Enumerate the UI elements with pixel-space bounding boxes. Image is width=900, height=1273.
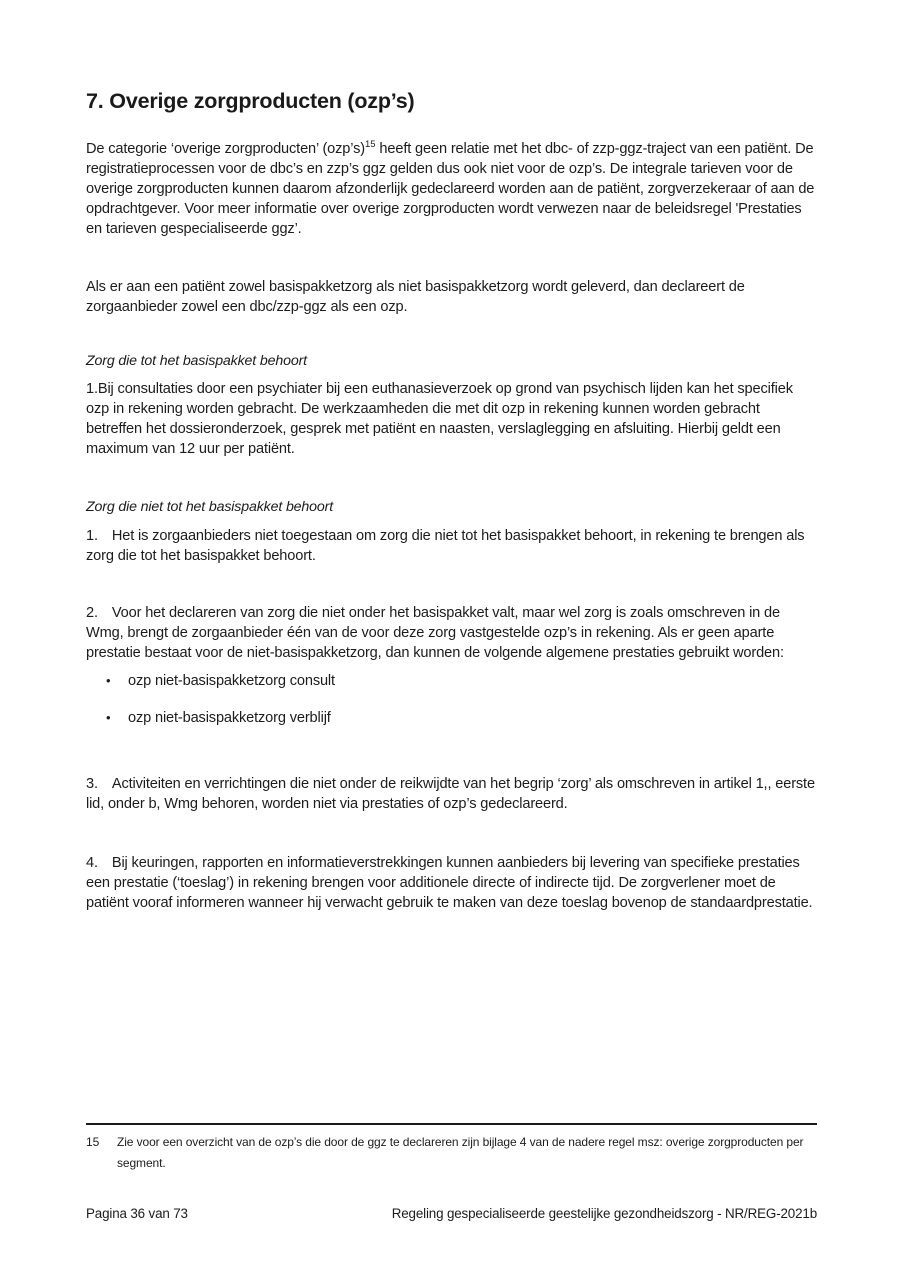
basispakket-body: 1.Bij consultaties door een psychiater bij een euthanasieverzoek op grond van psychisch lijden kan het specifiek ozp in rekening worden gebracht. De werkzaamheden die met dit ozp in rekening kunnen worden gebracht betreffen het dossieronderzoek, gesprek met patiënt en naasten, verslaglegging en afsluiting. Hierbij geldt een maximum van 12 uur per patiënt. (86, 381, 793, 457)
footnote-block (86, 1123, 817, 1174)
intro-text-after-footnote-ref: heeft geen relatie met het dbc- of zzp-ggz-traject van een patiënt. De registratieprocessen voor de dbc’s en zzp’s ggz gelden dus ook niet voor de ozp’s. De integrale tarieven voor de overige zorgproducten kunnen daarom afzonderlijk gedeclareerd worden aan de patiënt, zorgverzekeraar of aan de opdrachtgever. Voor meer informatie over overige zorgproducten wordt verwezen naar de beleidsregel 'Prestaties en tarieven gespecialiseerde ggz’. (86, 141, 815, 237)
footnote-text: Zie voor een overzicht van de ozp’s die door de ggz te declareren zijn bijlage 4 van de nadere regel msz: overige zorgproducten per segment. (117, 1135, 804, 1170)
numbered-item-1 (86, 526, 817, 566)
bullet-item (86, 708, 817, 728)
bullet-icon: • (106, 673, 111, 688)
bullet-item (86, 671, 817, 691)
footnote-ref: 15 (364, 139, 376, 150)
footnote (86, 1132, 817, 1174)
item-number: 2. (86, 605, 98, 621)
page-number: Pagina 36 van 73 (86, 1206, 188, 1221)
bullet-item-label: ozp niet-basispakketzorg consult (128, 673, 335, 689)
chapter-heading: 7. Overige zorgproducten (ozp’s) (86, 89, 415, 113)
numbered-item-2 (86, 603, 817, 663)
intro-text-before-footnote-ref: De categorie ‘overige zorgproducten’ (ozp’s) (86, 141, 365, 157)
footnote-divider (86, 1123, 817, 1125)
item-text: Voor het declareren van zorg die niet onder het basispakket valt, maar wel zorg is zoals omschreven in de Wmg, brengt de zorgaanbieder één van de voor deze zorg vastgestelde ozp’s in rekening. Als er geen aparte prestatie bestaat voor de niet-basispakketzorg, dan kunnen de volgende algemene prestaties gebruikt worden: (86, 605, 784, 661)
item-number: 3. (86, 776, 98, 792)
paragraph-basispakket: Als er aan een patiënt zowel basispakketzorg als niet basispakketzorg wordt geleverd, dan declareert de zorgaanbieder zowel een dbc/zzp-ggz als een ozp. (86, 279, 745, 315)
bullet-icon: • (106, 710, 111, 725)
intro-paragraph (86, 139, 817, 239)
footnote-number: 15 (86, 1135, 100, 1149)
subsection-heading-basispakket: Zorg die tot het basispakket behoort (86, 353, 307, 369)
subsection-heading-niet-basispakket: Zorg die niet tot het basispakket behoort (86, 499, 334, 515)
numbered-item-4 (86, 853, 817, 913)
item-number: 1. (86, 528, 98, 544)
document-reference: Regeling gespecialiseerde geestelijke gezondheidszorg - NR/REG-2021b (391, 1206, 817, 1221)
item-text: Bij keuringen, rapporten en informatieverstrekkingen kunnen aanbieders bij levering van specifieke prestaties een prestatie (‘toeslag’) in rekening brengen voor additionele directe of indirecte tijd. De zorgverlener moet de patiënt vooraf informeren wanneer hij verwacht gebruik te maken van deze toeslag bovenop de standaardprestatie. (86, 855, 813, 911)
item-number: 4. (86, 855, 98, 871)
item-text: Activiteiten en verrichtingen die niet onder de reikwijdte van het begrip ‘zorg’ als omschreven in artikel 1,, eerste lid, onder b, Wmg behoren, worden niet via prestaties of ozp’s gedeclareerd. (86, 776, 815, 812)
numbered-item-3 (86, 774, 817, 814)
bullet-item-label: ozp niet-basispakketzorg verblijf (128, 710, 331, 726)
page-footer (86, 1206, 817, 1221)
prestaties-bullet-list (86, 671, 817, 728)
page-content (86, 0, 817, 913)
item-text: Het is zorgaanbieders niet toegestaan om zorg die niet tot het basispakket behoort, in rekening te brengen als zorg die tot het basispakket behoort. (86, 528, 805, 564)
